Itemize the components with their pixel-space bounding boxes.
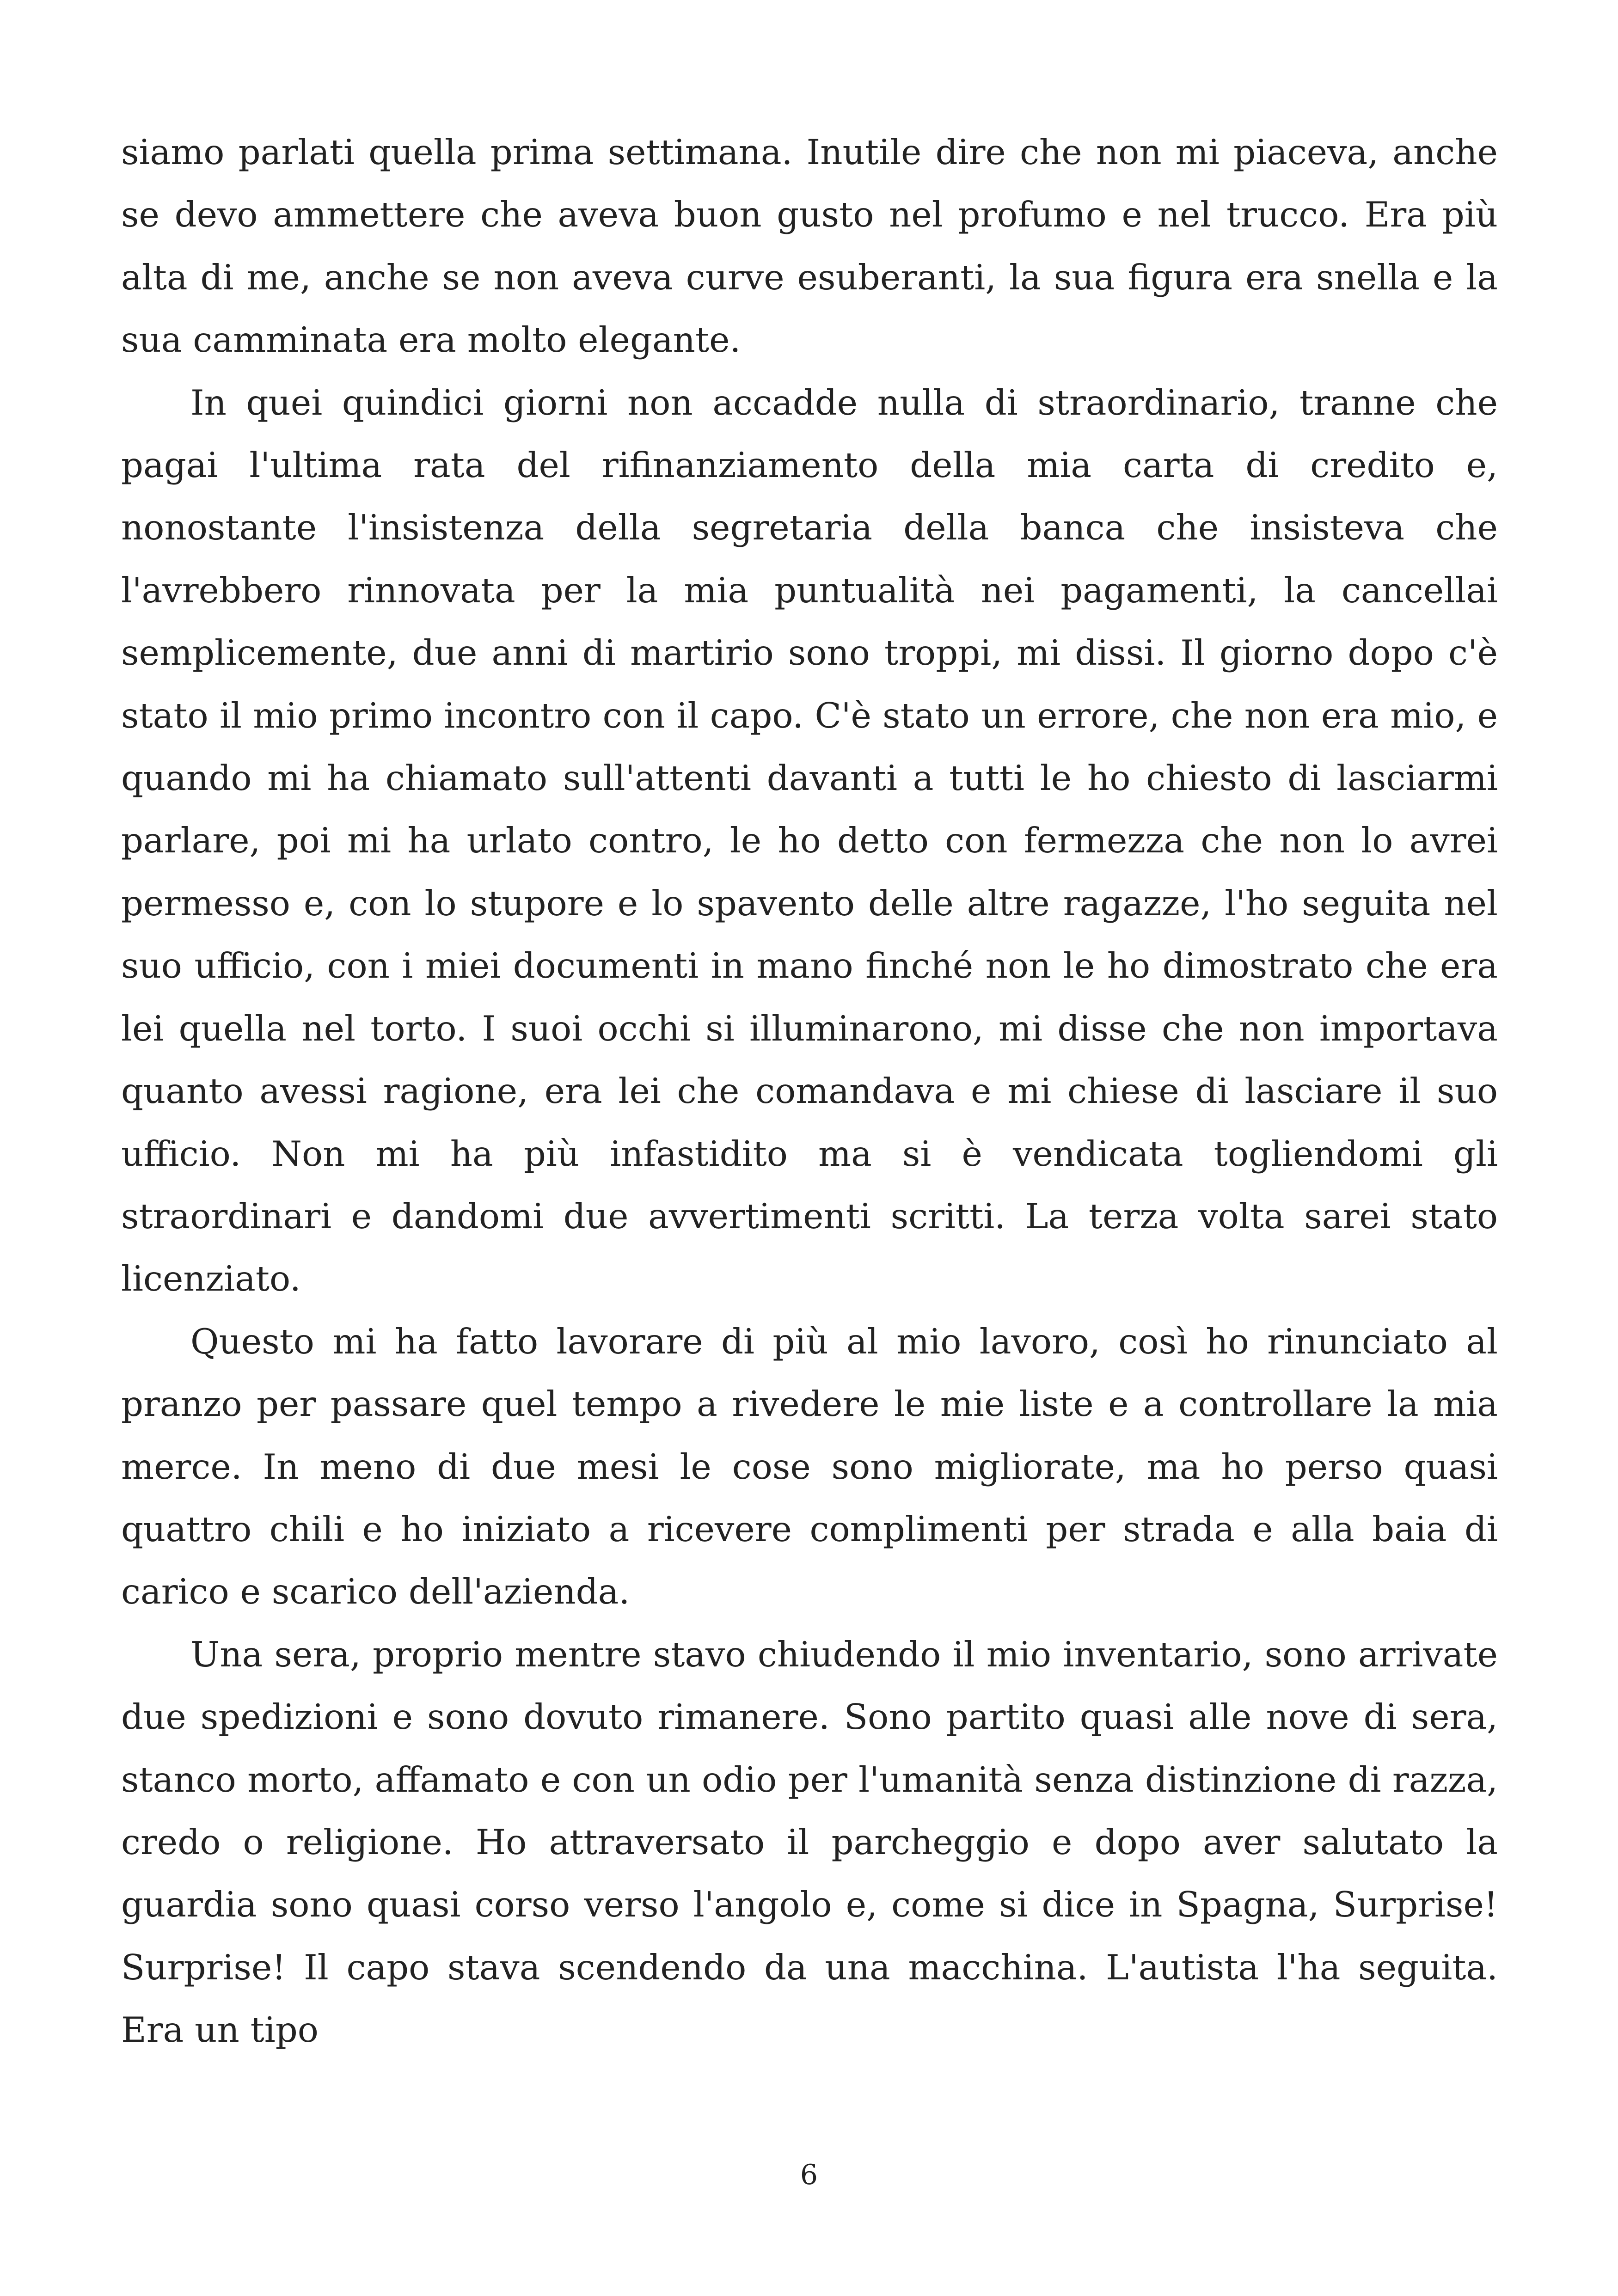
paragraph: Questo mi ha fatto lavorare di più al mio lavoro, così ho rinunciato al pranzo per passare quel tempo a rivedere le mie liste e a controllare la mia merce. In meno di due mesi le cose sono migliorate, ma ho perso quasi quattro chili e ho iniziato a ricevere complimenti per strada e alla baia di carico e scarico dell'azienda. — [121, 1321, 1498, 1612]
paragraph: In quei quindici giorni non accadde nulla di straordinario, tranne che pagai l'ultima rata del rifinanziamento della mia carta di credito e, nonostante l'insistenza della segretaria della banca che insisteva che l'avrebbero rinnovata per la mia puntualità nei pagamenti, la cancellai semplicemente, due anni di martirio sono troppi, mi dissi. Il giorno dopo c'è stato il mio primo incontro con il capo. C'è stato un errore, che non era mio, e quando mi ha chiamato sull'attenti davanti a tutti le ho chiesto di lasciarmi parlare, poi mi ha urlato contro, le ho detto con fermezza che non lo avrei permesso e, con lo stupore e lo spavento delle altre ragazze, l'ho seguita nel suo ufficio, con i miei documenti in mano finché non le ho dimostrato che era lei quella nel torto. I suoi occhi si illuminarono, mi disse che non importava quanto avessi ragione, era lei che comandava e mi chiese di lasciare il suo ufficio. Non mi ha più infastidito ma si è vendicata togliendomi gli straordinari e dandomi due avvertimenti scritti. La terza volta sarei stato licenziato. — [121, 382, 1498, 1299]
paragraph-continuation: siamo parlati quella prima settimana. Inutile dire che non mi piaceva, anche se devo ammettere che aveva buon gusto nel profumo e nel trucco. Era più alta di me, anche se non aveva curve esuberanti, la sua figura era snella e la sua camminata era molto elegante. — [121, 132, 1498, 361]
body-text — [121, 121, 1498, 2062]
page-number: 6 — [800, 2159, 818, 2191]
paragraph: Una sera, proprio mentre stavo chiudendo il mio inventario, sono arrivate due spedizioni e sono dovuto rimanere. Sono partito quasi alle nove di sera, stanco morto, affamato e con un odio per l'umanità senza distinzione di razza, credo o religione. Ho attraversato il parcheggio e dopo aver salutato la guardia sono quasi corso verso l'angolo e, come si dice in Spagna, Surprise! Surprise! Il capo stava scendendo da una macchina. L'autista l'ha seguita. Era un tipo — [121, 1634, 1498, 2051]
